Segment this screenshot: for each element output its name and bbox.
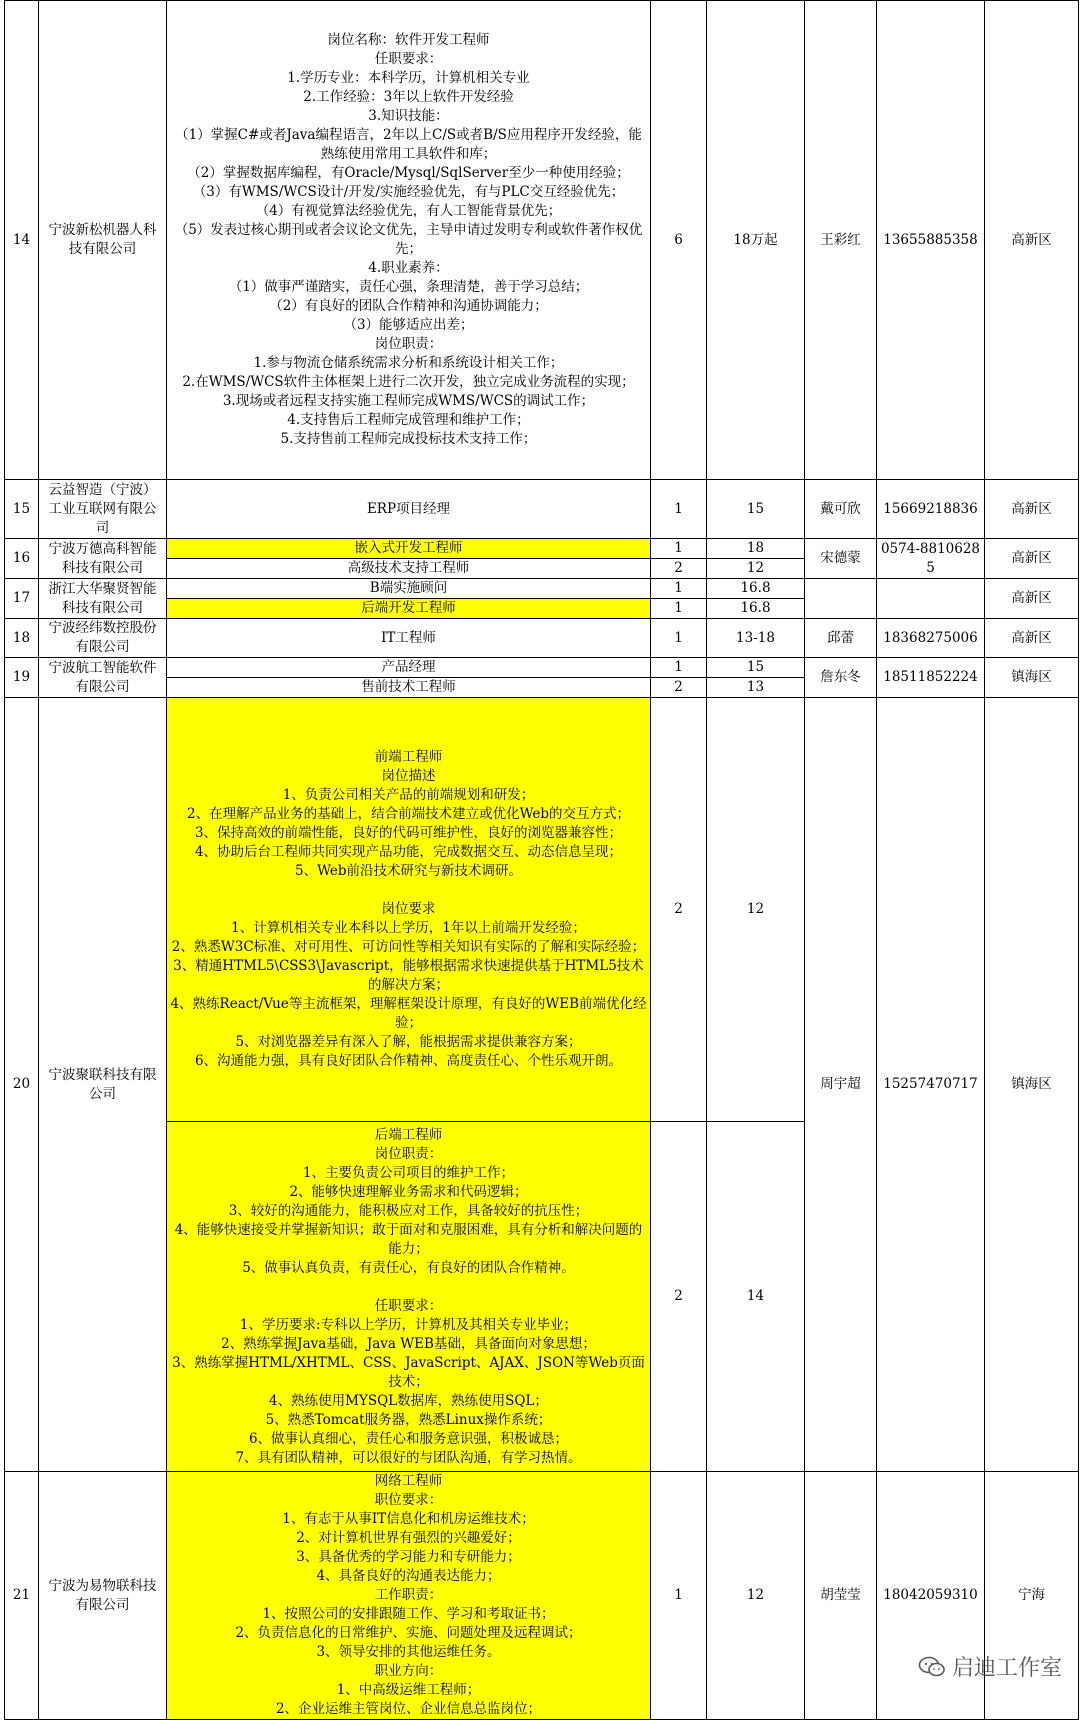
salary: 18万起 [707, 1, 805, 480]
salary: 16.8 [707, 579, 805, 599]
table-row-18 [5, 619, 1079, 658]
watermark-text: 启迪工作室 [951, 1656, 1062, 1681]
salary: 15 [707, 658, 805, 678]
contact-person: 宋德蒙 [805, 539, 877, 579]
company-name: 宁波聚联科技有限公司 [39, 698, 167, 1472]
company-name: 宁波为易物联科技有限公司 [39, 1472, 167, 1720]
job-description: 网络工程师 职位要求： 1、有志于从事IT信息化和机房运维技术； 2、对计算机世界有强烈的兴趣爱好； 3、具备优秀的学习能力和专研能力； 4、具备良好的沟通表达能力； 工作职责： 1、按照公司的安排跟随工作、学习和考取证书； 2、负责信息化的日常维护、实施、问题处理及远程调试； 3、领导安排的其他运维任务。 职业方向： 1、中高级运维工程师； 2、企业运维主管岗位、企业信息总监岗位； [167, 1472, 651, 1720]
row-number: 17 [5, 579, 39, 619]
salary: 18 [707, 539, 805, 559]
salary: 15 [707, 480, 805, 539]
contact-person: 詹东冬 [805, 658, 877, 698]
district: 镇海区 [985, 658, 1079, 698]
table-row-15 [5, 480, 1079, 539]
headcount: 1 [651, 658, 707, 678]
headcount: 2 [651, 1122, 707, 1472]
salary: 14 [707, 1122, 805, 1472]
job-title: IT工程师 [167, 619, 651, 658]
contact-phone: 18511852224 [877, 658, 985, 698]
district: 宁海 [985, 1472, 1079, 1720]
headcount: 2 [651, 559, 707, 579]
salary: 13 [707, 678, 805, 698]
company-name: 浙江大华聚贤智能科技有限公司 [39, 579, 167, 619]
row-number: 18 [5, 619, 39, 658]
contact-person: 王彩红 [805, 1, 877, 480]
job-listing-table [4, 0, 1079, 1720]
job-description: 前端工程师 岗位描述 1、负责公司相关产品的前端规划和研发； 2、在理解产品业务的基础上，结合前端技术建立或优化Web的交互方式； 3、保持高效的前端性能，良好的代码可维护性，良好的浏览器兼容性； 4、协助后台工程师共同实现产品功能，完成数据交互、动态信息呈现； 5、Web前沿技术研究与新技术调研。 岗位要求 1、计算机相关专业本科以上学历，1年以上前端开发经验； 2、熟悉W3C标准、对可用性、可访问性等相关知识有实际的了解和实际经验； 3、精通HTML5\CSS3\Javascript，能够根据需求快速提供基于HTML5技术的解决方案； 4、熟练React/Vue等主流框架，理解框架设计原理，有良好的WEB前端优化经验； 5、对浏览器差异有深入了解，能根据需求提供兼容方案； 6、沟通能力强，具有良好团队合作精神、高度责任心、个性乐观开朗。 [167, 698, 651, 1122]
district: 高新区 [985, 539, 1079, 579]
contact-phone [877, 579, 985, 619]
contact-phone: 15669218836 [877, 480, 985, 539]
contact-phone: 18042059310 [877, 1472, 985, 1720]
contact-person: 邱蕾 [805, 619, 877, 658]
district: 高新区 [985, 619, 1079, 658]
salary: 12 [707, 1472, 805, 1720]
job-title: 嵌入式开发工程师 [167, 539, 651, 559]
headcount: 1 [651, 480, 707, 539]
row-number: 15 [5, 480, 39, 539]
contact-phone: 15257470717 [877, 698, 985, 1472]
district: 高新区 [985, 1, 1079, 480]
salary: 13-18 [707, 619, 805, 658]
job-title: ERP项目经理 [167, 480, 651, 539]
job-title: 产品经理 [167, 658, 651, 678]
table-row-20 [5, 698, 1079, 1122]
headcount: 1 [651, 539, 707, 559]
contact-person: 周宇超 [805, 698, 877, 1472]
job-description: 岗位名称：软件开发工程师 任职要求： 1.学历专业：本科学历，计算机相关专业 2.工作经验：3年以上软件开发经验 3.知识技能： （1）掌握C#或者Java编程语言，2年以上C/S或者B/S应用程序开发经验，能熟练使用常用工具软件和库； （2）掌握数据库编程，有Oracle/Mysql/SqlServer至少一种使用经验； （3）有WMS/WCS设计/开发/实施经验优先，有与PLC交互经验优先； （4）有视觉算法经验优先，有人工智能背景优先； （5）发表过核心期刊或者会议论文优先，主导申请过发明专利或软件著作权优先； 4.职业素养： （1）做事严谨踏实，责任心强，条理清楚，善于学习总结； （2）有良好的团队合作精神和沟通协调能力； （3）能够适应出差； 岗位职责： 1.参与物流仓储系统需求分析和系统设计相关工作； 2.在WMS/WCS软件主体框架上进行二次开发，独立完成业务流程的实现； 3.现场或者远程支持实施工程师完成WMS/WCS的调试工作； 4.支持售后工程师完成管理和维护工作； 5.支持售前工程师完成投标技术支持工作； [167, 1, 651, 480]
district: 高新区 [985, 480, 1079, 539]
table-row-17 [5, 579, 1079, 599]
job-description: 后端工程师 岗位职责： 1、主要负责公司项目的维护工作； 2、能够快速理解业务需求和代码逻辑； 3、较好的沟通能力，能积极应对工作，具备较好的抗压性； 4、能够快速接受并掌握新知识；敢于面对和克服困难，具有分析和解决问题的能力； 5、做事认真负责，有责任心，有良好的团队合作精神。 任职要求： 1、学历要求:专科以上学历，计算机及其相关专业毕业； 2、熟练掌握Java基础，Java WEB基础，具备面向对象思想； 3、熟练掌握HTML/XHTML、CSS、JavaScript、AJAX、JSON等Web页面技术； 4、熟练使用MYSQL数据库，熟练使用SQL； 5、熟悉Tomcat服务器，熟悉Linux操作系统； 6、做事认真细心，责任心和服务意识强，积极诚恳； 7、具有团队精神，可以很好的与团队沟通，有学习热情。 [167, 1122, 651, 1472]
contact-phone: 18368275006 [877, 619, 985, 658]
watermark [918, 1651, 1062, 1682]
salary: 12 [707, 698, 805, 1122]
salary: 16.8 [707, 599, 805, 619]
job-title: B端实施顾问 [167, 579, 651, 599]
job-title: 后端开发工程师 [167, 599, 651, 619]
contact-person: 戴可欣 [805, 480, 877, 539]
headcount: 1 [651, 619, 707, 658]
table-row-16 [5, 539, 1079, 559]
table-row-14 [5, 1, 1079, 480]
job-title: 高级技术支持工程师 [167, 559, 651, 579]
company-name: 宁波经纬数控股份有限公司 [39, 619, 167, 658]
row-number: 16 [5, 539, 39, 579]
row-number: 14 [5, 1, 39, 480]
district: 高新区 [985, 579, 1079, 619]
table-row-21 [5, 1472, 1079, 1720]
district: 镇海区 [985, 698, 1079, 1472]
wechat-icon [918, 1656, 946, 1678]
company-name: 宁波万德高科智能科技有限公司 [39, 539, 167, 579]
headcount: 1 [651, 579, 707, 599]
table-row-19 [5, 658, 1079, 678]
row-number: 20 [5, 698, 39, 1472]
headcount: 1 [651, 599, 707, 619]
company-name: 宁波航工智能软件有限公司 [39, 658, 167, 698]
headcount: 6 [651, 1, 707, 480]
headcount: 2 [651, 698, 707, 1122]
contact-phone: 13655885358 [877, 1, 985, 480]
contact-person [805, 579, 877, 619]
company-name: 宁波新松机器人科技有限公司 [39, 1, 167, 480]
contact-person: 胡莹莹 [805, 1472, 877, 1720]
headcount: 2 [651, 678, 707, 698]
company-name: 云益智造（宁波）工业互联网有限公司 [39, 480, 167, 539]
contact-phone: 0574-88106285 [877, 539, 985, 579]
headcount: 1 [651, 1472, 707, 1720]
job-title: 售前技术工程师 [167, 678, 651, 698]
row-number: 19 [5, 658, 39, 698]
salary: 12 [707, 559, 805, 579]
row-number: 21 [5, 1472, 39, 1720]
